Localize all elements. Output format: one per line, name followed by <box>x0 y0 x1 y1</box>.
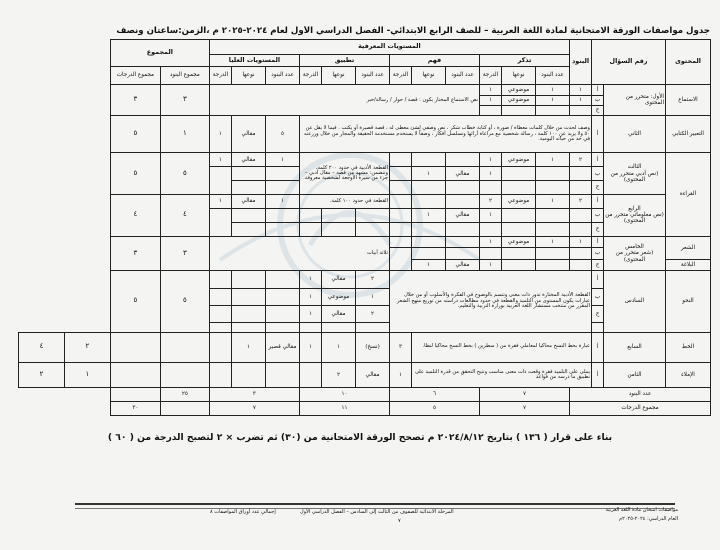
cell-type: مقالي <box>446 259 480 271</box>
total-grades-q7: ٤ <box>19 332 65 362</box>
header-type: نوعها <box>232 66 266 85</box>
header-grade: الدرجة <box>300 66 322 85</box>
grades-total-label: مجموع الدرجات <box>570 401 711 415</box>
question-2-description: وصف لحدث من خلال كلمات معطاة / صورة ، أو كتابة خطاب شكر ، نص وصفي لشئ معطى له ، قصة قصيرة أو يكتب . فيما لا يقل عن ٥٠ ولا يزيد عن ١٠٠ كلمة ، رسالة شخصية مع مراعاة أرائها وتسلسل أفكار ، وصفاً لا يستخدم مستخدمة الحقيقة والمجاز من خلال وزرعته في حد من حياته اليومية. <box>300 116 592 153</box>
question-7-description: عبارة بخط النسخ محاكيا لمعاملي فقرة من ( سطرين ) بخط النسخ محاكيا لنظا. <box>412 332 592 362</box>
grades-apply: ١١ <box>300 401 390 415</box>
total-items-q5: ٣ <box>160 236 209 271</box>
cell-type: مقالي <box>356 362 390 387</box>
cell: ١ <box>480 259 502 271</box>
grades-higher: ٧ <box>209 401 299 415</box>
question-4 <box>604 194 666 236</box>
header-question-number: رقم السؤال <box>592 40 666 85</box>
cell: ١ <box>480 85 502 95</box>
items-count-higher: ٣ <box>209 388 299 402</box>
cell-type: موضوعي <box>502 236 536 248</box>
page-number: ٧ <box>398 518 401 524</box>
cell: ١ <box>536 85 570 95</box>
header-content: المحتوى <box>666 40 711 85</box>
content-grammar: النحو <box>666 271 711 332</box>
cell: ١ <box>480 208 502 222</box>
cell-type: موضوعي <box>502 85 536 95</box>
cell-type: مقالي <box>322 271 356 288</box>
total-items-q2: ١ <box>160 116 209 153</box>
items-count-label: عدد البنود <box>570 388 711 402</box>
header-higher-levels: المستويات العليا <box>209 55 299 67</box>
question-3-title: الثالث <box>627 164 642 171</box>
items-count-total: ٢٥ <box>160 388 209 402</box>
grading-note: بناء على قرار ( ١٣٦ ) بتاريخ ٢٠٢٤/٨/١٢ م تصحح الورقة الامتحانية من (٣٠) ثم تضرب × ٢ لتصبح الدرجة من ( ٦٠ ) <box>107 432 613 443</box>
cell-type: موضوعي <box>502 194 536 208</box>
header-type: نوعها <box>322 66 356 85</box>
sub-a: أ <box>592 116 604 153</box>
header-items: البنود <box>570 40 592 85</box>
header-type: نوعها <box>502 66 536 85</box>
cell: ١ <box>570 236 592 248</box>
sub-a: أ <box>592 153 604 167</box>
total-grades-q4: ٤ <box>110 194 160 236</box>
total-grades-q2: ٥ <box>110 116 160 153</box>
total-grades-q3: ٥ <box>110 153 160 195</box>
cell: ١ <box>300 288 322 305</box>
question-5-title: الخامس <box>625 244 644 251</box>
header-count: عدد البنود <box>536 66 570 85</box>
header-remember: تذكر <box>480 55 570 67</box>
footer-divider <box>75 503 675 505</box>
footer-stage: المرحلة الابتدائية للصفوف من الثالث إلى السادس – الفصل الدراسي الأول <box>300 509 454 515</box>
header-apply: تطبيق <box>300 55 390 67</box>
cell: ١ <box>209 194 231 208</box>
question-4-subtitle: (نص معلوماتي متحرر من المحتوى) <box>605 212 664 225</box>
cell: ١ <box>266 153 300 167</box>
cell: ١ <box>570 85 592 95</box>
question-5-description: ثلاثة أبيات <box>209 236 389 271</box>
sub-b: ب <box>592 208 604 222</box>
total-grades-q8: ٢ <box>19 362 65 387</box>
total-items-q7: ٢ <box>64 332 110 362</box>
header-cognitive-levels: المستويات المعرفية <box>209 40 569 55</box>
sub-a: أ <box>592 332 604 362</box>
content-poetry: الشعر <box>666 236 711 259</box>
question-3-subtitle: (نص أدبي متحرر من المحتوى) <box>610 170 659 183</box>
total-items-q6: ٥ <box>160 271 209 332</box>
question-7: السابع <box>604 332 666 362</box>
cell-type: موضوعي <box>322 288 356 305</box>
cell-type: (نسخ) <box>356 332 390 362</box>
cell: ١ <box>536 236 570 248</box>
cell-type: مقالي <box>322 305 356 322</box>
cell: ١ <box>322 332 356 362</box>
question-3-description: القطعة الأدبية في حدود ٢٠٠ كلمة، وتتضمن: مشهد من قصة – مقال أدبي – جزء من سيرة الأوجعة لشخصية معروفة. <box>300 153 390 195</box>
question-5-subtitle: (شعر متحرر من المحتوى) <box>615 250 654 263</box>
cell: ١ <box>209 116 231 153</box>
cell: ١ <box>412 208 446 222</box>
cell: ١ <box>570 95 592 105</box>
header-count: عدد البنود <box>446 66 480 85</box>
question-6-description: القطعة الأدبية المختارة تدور ذات معنى وتتسم بالوضوح في الفكرة والأسلوب أو من خلال عبارات يكون المستوى من التلميذ والقطعة في حدود مطالعات دراسته من توزيع منهج الشعر المقرر من منتخب مستشار اللغة العربية بوزارة التربية والتعليم. <box>390 271 592 332</box>
sub-a: أ <box>592 271 604 288</box>
question-6: السادس <box>604 271 666 332</box>
cell: ٢ <box>480 194 502 208</box>
total-grades-q1: ٣ <box>110 85 160 116</box>
header-count: عدد البنود <box>356 66 390 85</box>
cell: ١ <box>412 259 446 271</box>
cell-type: مقالي <box>232 116 266 153</box>
sub-c: ج <box>592 305 604 322</box>
question-8: الثامن <box>604 362 666 387</box>
question-4-description: القطعة في حدود ١٠٠ كلمة. <box>300 194 390 208</box>
cell: ١ <box>232 332 266 362</box>
document-title: جدول مواصفات الورقة الامتحانية لمادة اللغة العربية – للصف الرابع الابتدائي- الفصل الدراسي الأول لعام ٢٠٢٤-٢٠٢٥ م ،الزمن:ساعتان ونصف <box>116 26 710 36</box>
sub-b: ب <box>592 248 604 260</box>
header-grade: الدرجة <box>209 66 231 85</box>
header-understand: فهم <box>390 55 480 67</box>
cell: ٥ <box>266 116 300 153</box>
sub-a: أ <box>592 236 604 248</box>
cell-type: مقالي <box>232 194 266 208</box>
question-2: الثاني <box>604 116 666 153</box>
content-spelling: الإملاء <box>666 362 711 387</box>
cell: ١ <box>536 95 570 105</box>
footer-total-pages: إجمالي عدد أوراق المواصفات ٨ <box>210 509 276 515</box>
grades-total: ٣٠ <box>110 401 160 415</box>
cell: ١ <box>266 194 300 208</box>
header-type: نوعها <box>412 66 446 85</box>
footer-year: العام الدراسي: ٢٠٢٤-٢٠٢٥م <box>619 516 678 522</box>
header-grade: الدرجة <box>390 66 412 85</box>
total-items-q3: ٥ <box>160 153 209 195</box>
cell: ١ <box>480 167 502 181</box>
cell: ٢ <box>322 362 356 387</box>
cell: ١ <box>412 167 446 181</box>
sub-b: ب <box>592 288 604 305</box>
total-grades-q5: ٣ <box>110 236 160 271</box>
sub-b: ب <box>592 167 604 181</box>
cell-type: مقالي <box>446 167 480 181</box>
cell: ١ <box>300 305 322 322</box>
question-8-description: يملى على التلميذ فقرة وقعت ذات معنى مناسب وتتيح التحقق من قدرة التلميذ على تطبيق ما درسه من قواعد <box>412 362 592 387</box>
header-count: عدد البنود <box>266 66 300 85</box>
cell-type: موضوعي <box>502 95 536 105</box>
specification-table <box>18 39 711 416</box>
sub-a: أ <box>592 362 604 387</box>
cell-type: مقالي <box>446 208 480 222</box>
items-count-understand: ٦ <box>390 388 480 402</box>
total-grades-q6: ٥ <box>110 271 160 332</box>
cell: ٢ <box>570 153 592 167</box>
sub-a: أ <box>592 194 604 208</box>
header-grade: الدرجة <box>480 66 502 85</box>
cell: ١ <box>390 362 412 387</box>
sub-c: ج <box>592 105 604 115</box>
total-items-q1: ٣ <box>160 85 209 116</box>
cell: ٣ <box>390 332 412 362</box>
cell: ١ <box>300 271 322 288</box>
grades-remember: ٧ <box>480 401 570 415</box>
cell-type: موضوعي <box>502 153 536 167</box>
cell: ١ <box>209 153 231 167</box>
cell: ٢ <box>356 305 390 322</box>
cell: ١ <box>300 332 322 362</box>
content-rhetoric: البلاغة <box>666 259 711 271</box>
header-total-items: مجموع البنود <box>160 66 209 85</box>
cell: ١ <box>480 95 502 105</box>
content-writing: التعبير الكتابي <box>666 116 711 153</box>
cell: ١ <box>356 288 390 305</box>
cell-type: مقالي <box>232 153 266 167</box>
footer-subject: مواصفات امتحان مادة اللغة العربية <box>605 507 678 513</box>
sub-c: ج <box>592 181 604 195</box>
sub-c: ج <box>592 259 604 271</box>
sub-c: ج <box>592 222 604 236</box>
total-items-q8: ١ <box>64 362 110 387</box>
sub-a: أ <box>592 85 604 95</box>
header-total-grades: مجموع الدرجات <box>110 66 160 85</box>
question-4-title: الرابع <box>628 205 641 212</box>
question-3 <box>604 153 666 195</box>
sub-b: ب <box>592 95 604 105</box>
cell: ١ <box>480 236 502 248</box>
cell: ٢ <box>356 271 390 288</box>
items-count-remember: ٧ <box>480 388 570 402</box>
cell: ٢ <box>570 194 592 208</box>
question-5 <box>604 236 666 271</box>
content-listening: الاستماع <box>666 85 711 116</box>
cell: ١ <box>536 153 570 167</box>
items-count-apply: ١٠ <box>300 388 390 402</box>
total-items-q4: ٤ <box>160 194 209 236</box>
question-1: الأول: متحرر من المحتوى <box>604 85 666 116</box>
content-handwriting: الخط <box>666 332 711 362</box>
header-total: المجموع <box>110 40 209 67</box>
question-1-description: نص الاستماع المختار يكون : قصة / حوار / رسالة/خبر <box>209 85 479 116</box>
cell-type: مقالي قصير <box>266 332 300 362</box>
cell: ١ <box>480 153 502 167</box>
cell: ١ <box>536 194 570 208</box>
grades-understand: ٥ <box>390 401 480 415</box>
content-reading: القراءة <box>666 153 711 236</box>
